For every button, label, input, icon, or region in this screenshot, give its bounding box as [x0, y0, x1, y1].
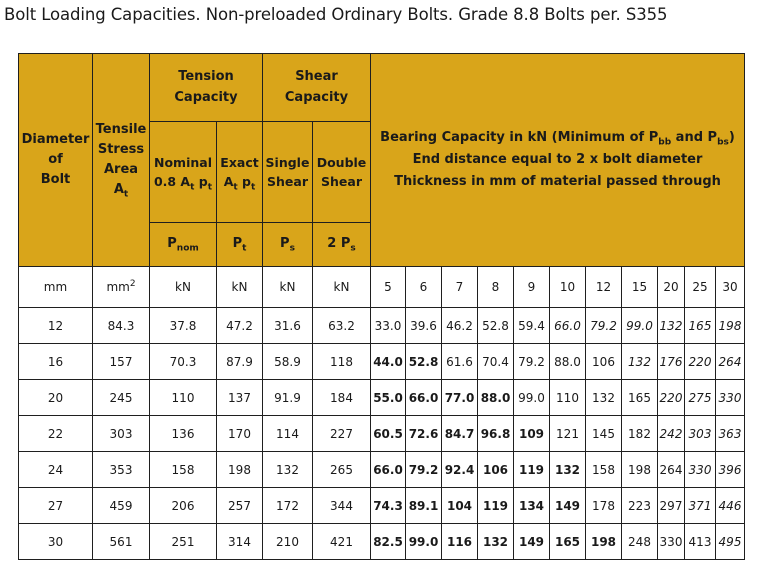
cell-double: 344	[313, 488, 371, 524]
cell-bearing: 198	[716, 308, 745, 344]
cell-double: 118	[313, 344, 371, 380]
cell-nominal: 158	[150, 452, 217, 488]
header-single-shear: Single Shear	[263, 122, 313, 223]
cell-bearing: 88.0	[550, 344, 586, 380]
cell-area: 353	[93, 452, 150, 488]
header-tension-capacity: Tension Capacity	[150, 54, 263, 122]
table-row	[19, 524, 745, 560]
table-row	[19, 308, 745, 344]
cell-bearing: 89.1	[406, 488, 442, 524]
cell-bearing: 46.2	[442, 308, 478, 344]
cell-bearing: 44.0	[371, 344, 406, 380]
cell-bearing: 158	[586, 452, 622, 488]
cell-double: 227	[313, 416, 371, 452]
cell-bearing: 82.5	[371, 524, 406, 560]
cell-bearing: 363	[716, 416, 745, 452]
bolt-capacity-table	[18, 53, 745, 560]
cell-bearing: 79.2	[586, 308, 622, 344]
cell-bearing: 223	[622, 488, 658, 524]
cell-bearing: 149	[514, 524, 550, 560]
cell-bearing: 275	[685, 380, 716, 416]
thickness-header: 30	[716, 267, 745, 308]
cell-bearing: 72.6	[406, 416, 442, 452]
header-tensile-area: Tensile Stress Area $A_t$	[93, 54, 150, 267]
cell-area: 459	[93, 488, 150, 524]
cell-bearing: 92.4	[442, 452, 478, 488]
cell-bearing: 55.0	[371, 380, 406, 416]
cell-diameter: 20	[19, 380, 93, 416]
cell-bearing: 99.0	[406, 524, 442, 560]
header-2p-s: 2 $P_s$	[313, 223, 371, 267]
cell-bearing: 96.8	[478, 416, 514, 452]
cell-single: 91.9	[263, 380, 313, 416]
cell-bearing: 446	[716, 488, 745, 524]
unit-nominal: kN	[150, 267, 217, 308]
cell-diameter: 27	[19, 488, 93, 524]
cell-single: 31.6	[263, 308, 313, 344]
cell-bearing: 297	[658, 488, 685, 524]
cell-bearing: 165	[685, 308, 716, 344]
cell-bearing: 248	[622, 524, 658, 560]
cell-bearing: 220	[658, 380, 685, 416]
cell-exact: 257	[217, 488, 263, 524]
cell-bearing: 303	[685, 416, 716, 452]
cell-bearing: 110	[550, 380, 586, 416]
cell-bearing: 79.2	[406, 452, 442, 488]
unit-exact: kN	[217, 267, 263, 308]
cell-area: 245	[93, 380, 150, 416]
cell-nominal: 251	[150, 524, 217, 560]
cell-bearing: 132	[658, 308, 685, 344]
cell-bearing: 132	[478, 524, 514, 560]
header-diameter: Diameter of Bolt	[19, 54, 93, 267]
cell-area: 157	[93, 344, 150, 380]
table-row	[19, 488, 745, 524]
cell-bearing: 116	[442, 524, 478, 560]
cell-bearing: 165	[622, 380, 658, 416]
data-rows	[19, 308, 745, 560]
header-p-t: $P_t$	[217, 223, 263, 267]
table-row	[19, 380, 745, 416]
header-nominal: Nominal 0.8 $A_t$ $p_t$	[150, 122, 217, 223]
cell-bearing: 33.0	[371, 308, 406, 344]
cell-bearing: 330	[685, 452, 716, 488]
cell-bearing: 149	[550, 488, 586, 524]
cell-bearing: 121	[550, 416, 586, 452]
cell-bearing: 145	[586, 416, 622, 452]
cell-exact: 170	[217, 416, 263, 452]
cell-bearing: 66.0	[550, 308, 586, 344]
header-shear-capacity: Shear Capacity	[263, 54, 371, 122]
cell-bearing: 198	[622, 452, 658, 488]
thickness-header: 20	[658, 267, 685, 308]
cell-bearing: 371	[685, 488, 716, 524]
cell-bearing: 132	[622, 344, 658, 380]
cell-area: 84.3	[93, 308, 150, 344]
cell-bearing: 99.0	[622, 308, 658, 344]
cell-bearing: 165	[550, 524, 586, 560]
cell-area: 303	[93, 416, 150, 452]
cell-bearing: 60.5	[371, 416, 406, 452]
cell-exact: 47.2	[217, 308, 263, 344]
cell-bearing: 88.0	[478, 380, 514, 416]
cell-area: 561	[93, 524, 150, 560]
header-bearing-capacity: Bearing Capacity in kN (Minimum of $P_{bb}$ and $P_{bs}$) End distance equal to 2 x bolt diameter Thickness in mm of material passed through	[371, 54, 745, 267]
cell-bearing: 495	[716, 524, 745, 560]
thickness-header: 5	[371, 267, 406, 308]
thickness-header: 12	[586, 267, 622, 308]
cell-bearing: 132	[586, 380, 622, 416]
cell-bearing: 220	[685, 344, 716, 380]
cell-exact: 198	[217, 452, 263, 488]
thickness-header: 9	[514, 267, 550, 308]
units-row	[19, 267, 745, 308]
cell-single: 132	[263, 452, 313, 488]
unit-single: kN	[263, 267, 313, 308]
cell-exact: 87.9	[217, 344, 263, 380]
cell-bearing: 59.4	[514, 308, 550, 344]
cell-bearing: 134	[514, 488, 550, 524]
cell-bearing: 104	[442, 488, 478, 524]
page-title: Bolt Loading Capacities. Non-preloaded Ordinary Bolts. Grade 8.8 Bolts per. S355	[4, 5, 668, 24]
thickness-header: 10	[550, 267, 586, 308]
unit-area: $mm^2$	[93, 267, 150, 308]
cell-bearing: 61.6	[442, 344, 478, 380]
thickness-header: 7	[442, 267, 478, 308]
cell-double: 63.2	[313, 308, 371, 344]
cell-bearing: 106	[586, 344, 622, 380]
header-exact: Exact $A_t$ $p_t$	[217, 122, 263, 223]
cell-bearing: 77.0	[442, 380, 478, 416]
cell-bearing: 330	[716, 380, 745, 416]
cell-bearing: 264	[658, 452, 685, 488]
cell-bearing: 182	[622, 416, 658, 452]
cell-nominal: 136	[150, 416, 217, 452]
thickness-header: 15	[622, 267, 658, 308]
table-row	[19, 416, 745, 452]
cell-bearing: 396	[716, 452, 745, 488]
cell-diameter: 16	[19, 344, 93, 380]
cell-bearing: 176	[658, 344, 685, 380]
table-row	[19, 344, 745, 380]
unit-diameter: mm	[19, 267, 93, 308]
thickness-header: 25	[685, 267, 716, 308]
cell-bearing: 74.3	[371, 488, 406, 524]
cell-exact: 137	[217, 380, 263, 416]
cell-bearing: 66.0	[406, 380, 442, 416]
header-p-s: $P_s$	[263, 223, 313, 267]
cell-nominal: 70.3	[150, 344, 217, 380]
cell-bearing: 330	[658, 524, 685, 560]
thickness-header: 8	[478, 267, 514, 308]
cell-bearing: 66.0	[371, 452, 406, 488]
cell-nominal: 206	[150, 488, 217, 524]
unit-double: kN	[313, 267, 371, 308]
cell-nominal: 37.8	[150, 308, 217, 344]
cell-bearing: 132	[550, 452, 586, 488]
cell-diameter: 24	[19, 452, 93, 488]
cell-double: 421	[313, 524, 371, 560]
thickness-header: 6	[406, 267, 442, 308]
cell-single: 114	[263, 416, 313, 452]
cell-exact: 314	[217, 524, 263, 560]
cell-bearing: 242	[658, 416, 685, 452]
cell-bearing: 109	[514, 416, 550, 452]
cell-diameter: 12	[19, 308, 93, 344]
cell-bearing: 178	[586, 488, 622, 524]
table-row	[19, 452, 745, 488]
header-p-nom: $P_{nom}$	[150, 223, 217, 267]
cell-single: 210	[263, 524, 313, 560]
cell-bearing: 413	[685, 524, 716, 560]
cell-diameter: 22	[19, 416, 93, 452]
cell-nominal: 110	[150, 380, 217, 416]
cell-double: 184	[313, 380, 371, 416]
cell-bearing: 198	[586, 524, 622, 560]
cell-bearing: 264	[716, 344, 745, 380]
cell-bearing: 52.8	[478, 308, 514, 344]
cell-double: 265	[313, 452, 371, 488]
cell-diameter: 30	[19, 524, 93, 560]
header-double-shear: Double Shear	[313, 122, 371, 223]
cell-bearing: 106	[478, 452, 514, 488]
cell-bearing: 84.7	[442, 416, 478, 452]
cell-bearing: 70.4	[478, 344, 514, 380]
cell-bearing: 79.2	[514, 344, 550, 380]
cell-bearing: 39.6	[406, 308, 442, 344]
cell-bearing: 99.0	[514, 380, 550, 416]
cell-single: 58.9	[263, 344, 313, 380]
cell-bearing: 119	[514, 452, 550, 488]
cell-bearing: 52.8	[406, 344, 442, 380]
cell-bearing: 119	[478, 488, 514, 524]
cell-single: 172	[263, 488, 313, 524]
